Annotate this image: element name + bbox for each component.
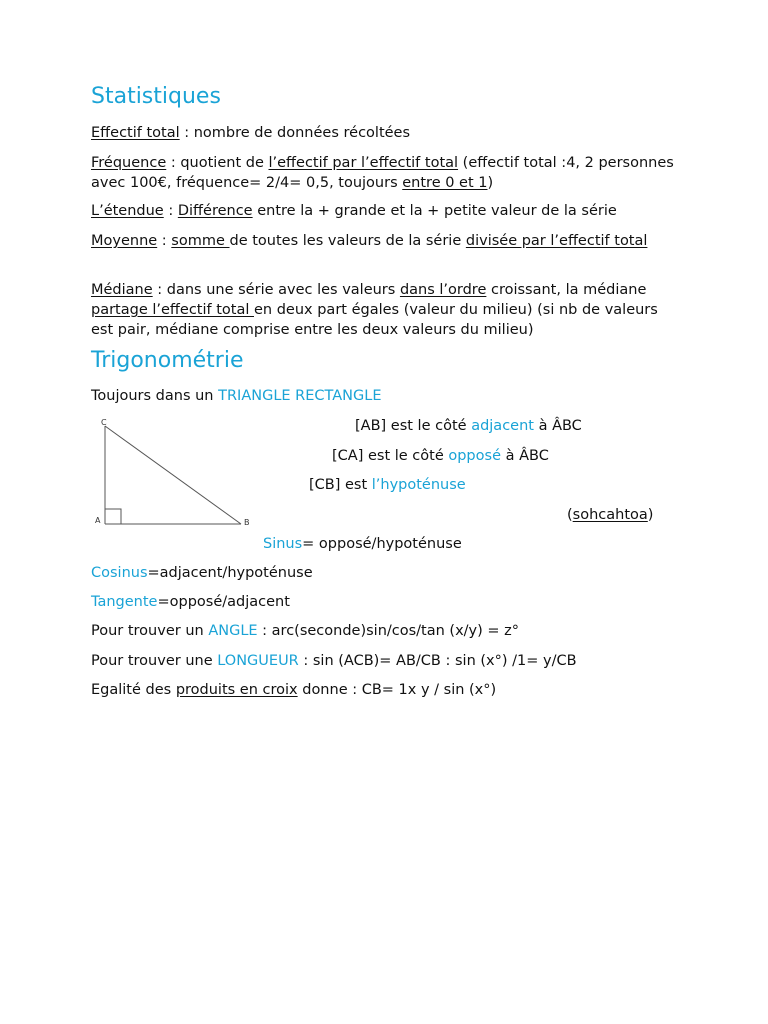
right-triangle-figure xyxy=(95,414,255,530)
vertex-label-a: A xyxy=(95,516,101,525)
vertex-label-b: B xyxy=(244,518,250,527)
ab-line: [AB] est le côté adjacent à ÂBC xyxy=(355,418,582,434)
tangente-highlight: Tangente xyxy=(91,594,158,610)
intro-line: Toujours dans un TRIANGLE RECTANGLE xyxy=(91,388,382,404)
sinus-line: Sinus= opposé/hypoténuse xyxy=(263,536,462,552)
para-mediane: Médiane : dans une série avec les valeurs dans l’ordre croissant, la médiane partage l’effectif total en deux part égales (valeur du milieu) (si nb de valeurs est pair, médiane comprise entre les deux valeurs du milieu) xyxy=(91,282,658,338)
term-etendue: L’étendue xyxy=(91,203,164,219)
oppose-highlight: opposé xyxy=(448,448,501,464)
ca-line: [CA] est le côté opposé à ÂBC xyxy=(332,448,549,464)
produits-en-croix-term: produits en croix xyxy=(175,682,298,698)
cosinus-highlight: Cosinus xyxy=(91,565,148,581)
vertex-label-c: C xyxy=(101,418,107,427)
adjacent-highlight: adjacent xyxy=(471,418,534,434)
term-moyenne: Moyenne xyxy=(91,233,158,249)
angle-highlight: ANGLE xyxy=(208,623,258,639)
egalite-line: Egalité des produits en croix donne : CB= 1x y / sin (x°) xyxy=(91,682,497,698)
para-etendue: L’étendue : Différence entre la + grande et la + petite valeur de la série xyxy=(91,203,617,219)
term-effectif-total: Effectif total xyxy=(91,125,180,141)
tangente-line: Tangente=opposé/adjacent xyxy=(91,594,290,610)
term-frequence: Fréquence xyxy=(91,155,167,171)
hypotenuse-highlight: l’hypoténuse xyxy=(371,477,466,493)
sinus-highlight: Sinus xyxy=(263,536,303,552)
triangle-rectangle-highlight: TRIANGLE RECTANGLE xyxy=(218,388,382,404)
para-effectif-total: Effectif total : nombre de données récoltées xyxy=(91,125,411,141)
cb-line: [CB] est l’hypoténuse xyxy=(309,477,466,493)
heading-trigonometrie: Trigonométrie xyxy=(91,348,244,373)
mnemonic-line: (sohcahtoa) xyxy=(567,507,654,523)
angle-line: Pour trouver un ANGLE : arc(seconde)sin/cos/tan (x/y) = z° xyxy=(91,623,520,639)
longueur-highlight: LONGUEUR xyxy=(217,653,299,669)
heading-statistiques: Statistiques xyxy=(91,84,221,109)
side-cb xyxy=(105,426,241,524)
longueur-line: Pour trouver une LONGUEUR : sin (ACB)= AB/CB : sin (x°) /1= y/CB xyxy=(91,653,577,669)
para-moyenne: Moyenne : somme de toutes les valeurs de la série divisée par l’effectif total xyxy=(91,233,648,249)
right-angle-mark xyxy=(105,509,121,524)
sohcahtoa-word: sohcahtoa xyxy=(572,507,648,523)
para-frequence: Fréquence : quotient de l’effectif par l’effectif total (effectif total :4, 2 personnes avec 100€, fréquence= 2/4= 0,5, toujours entre 0 et 1) xyxy=(91,155,674,191)
cosinus-line: Cosinus=adjacent/hypoténuse xyxy=(91,565,313,581)
term-mediane: Médiane xyxy=(91,282,153,298)
